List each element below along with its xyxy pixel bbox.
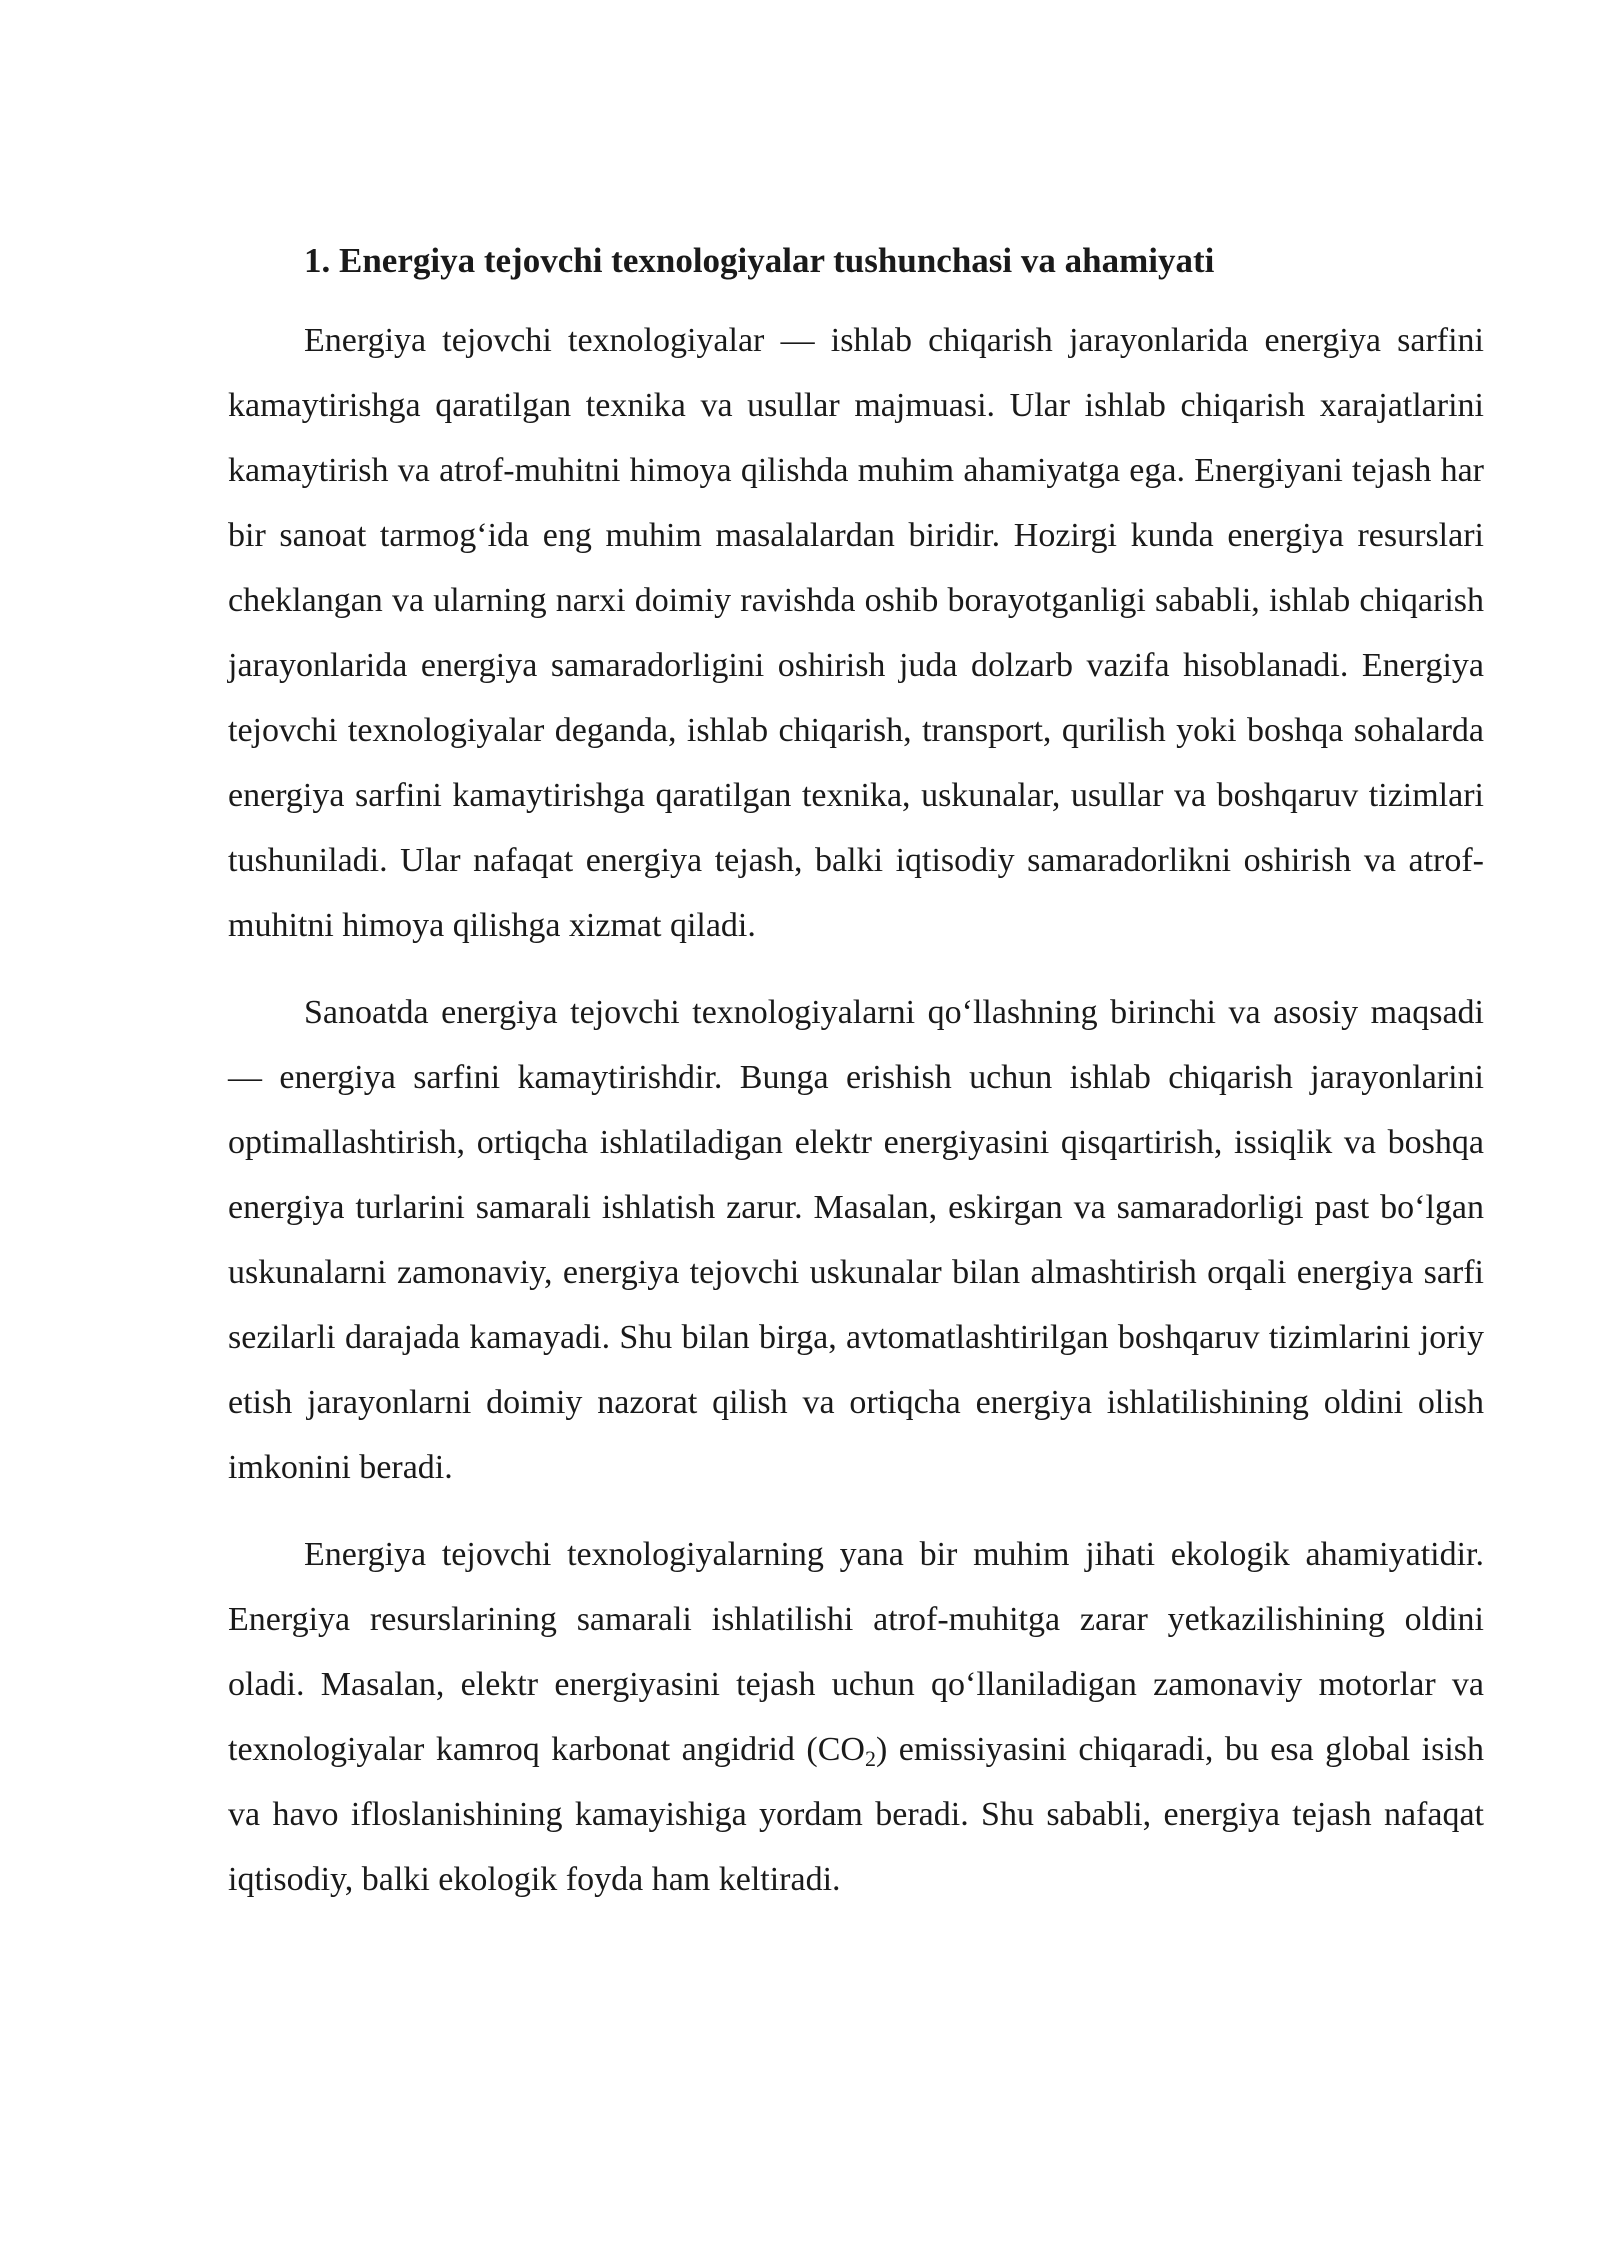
document-page <box>228 236 1484 1934</box>
paragraph-3-text-before: Energiya tejovchi texnologiyalarning yana bir muhim jihati ekologik ahamiyatidir. Energiya resurslarining samarali ishlatilishi atrof-muhitga zarar yetkazilishining oldini oladi. Masalan, elektr energiyasini tejash uchun qo‘llaniladigan zamonaviy motorlar va texnologiyalar kamroq karbonat angidrid (CO <box>228 1536 1484 1768</box>
co2-subscript: 2 <box>864 1746 876 1771</box>
paragraph-2: Sanoatda energiya tejovchi texnologiyalarni qo‘llashning birinchi va asosiy maqsadi — energiya sarfini kamaytirishdir. Bunga erishish uchun ishlab chiqarish jarayonlarini optimallashtirish, ortiqcha ishlatiladigan elektr energiyasini qisqartirish, issiqlik va boshqa energiya turlarini samarali ishlatish zarur. Masalan, eskirgan va samaradorligi past bo‘lgan uskunalarni zamonaviy, energiya tejovchi uskunalar bilan almashtirish orqali energiya sarfi sezilarli darajada kamayadi. Shu bilan birga, avtomatlashtirilgan boshqaruv tizimlarini joriy etish jarayonlarni doimiy nazorat qilish va ortiqcha energiya ishlatilishining oldini olish imkonini beradi. <box>228 994 1484 1486</box>
paragraph-3 <box>228 1522 1484 1912</box>
paragraph-1: Energiya tejovchi texnologiyalar — ishlab chiqarish jarayonlarida energiya sarfini kamaytirishga qaratilgan texnika va usullar majmuasi. Ular ishlab chiqarish xarajatlarini kamaytirish va atrof-muhitni himoya qilishda muhim ahamiyatga ega. Energiyani tejash har bir sanoat tarmog‘ida eng muhim masalalardan biridir. Hozirgi kunda energiya resurslari cheklangan va ularning narxi doimiy ravishda oshib borayotganligi sababli, ishlab chiqarish jarayonlarida energiya samaradorligini oshirish juda dolzarb vazifa hisoblanadi. Energiya tejovchi texnologiyalar deganda, ishlab chiqarish, transport, qurilish yoki boshqa sohalarda energiya sarfini kamaytirishga qaratilgan texnika, uskunalar, usullar va boshqaruv tizimlari tushuniladi. Ular nafaqat energiya tejash, balki iqtisodiy samaradorlikni oshirish va atrof-muhitni himoya qilishga xizmat qiladi. <box>228 322 1484 944</box>
paragraph-3-text-after: ) emissiyasini chiqaradi, bu esa global isish va havo ifloslanishining kamayishiga yordam beradi. Shu sababli, energiya tejash nafaqat iqtisodiy, balki ekologik foyda ham keltiradi. <box>228 1731 1484 1898</box>
section-heading: 1. Energiya tejovchi texnologiyalar tushunchasi va ahamiyati <box>304 241 1215 280</box>
